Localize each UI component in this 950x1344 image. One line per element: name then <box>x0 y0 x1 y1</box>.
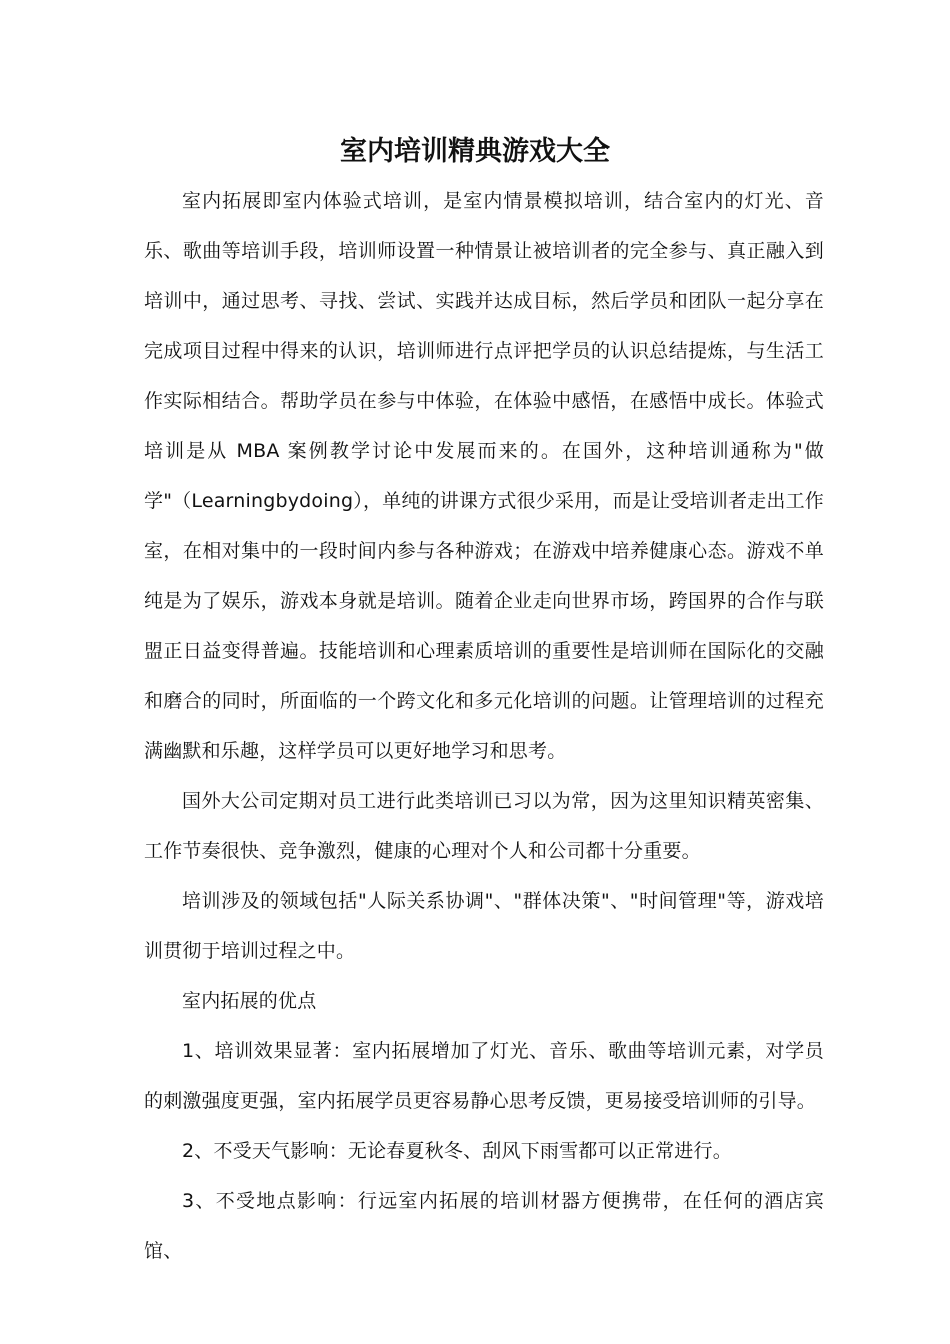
advantage-item-1: 1、培训效果显著：室内拓展增加了灯光、音乐、歌曲等培训元素，对学员的刺激强度更强，室内拓展学员更容易静心思考反馈，更易接受培训师的引导。 <box>144 1040 824 1112</box>
section-heading-advantages: 室内拓展的优点 <box>182 990 317 1012</box>
advantage-item-3: 3、不受地点影响：行远室内拓展的培训材器方便携带，在任何的酒店宾馆、 <box>144 1190 824 1262</box>
paragraph-intro: 室内拓展即室内体验式培训，是室内情景模拟培训，结合室内的灯光、音乐、歌曲等培训手段，培训师设置一种情景让被培训者的完全参与、真正融入到培训中，通过思考、寻找、尝试、实践并达成目标，然后学员和团队一起分享在完成项目过程中得来的认识，培训师进行点评把学员的认识总结提炼，与生活工作实际相结合。帮助学员在参与中体验，在体验中感悟，在感悟中成长。体验式培训是从 MBA 案例教学讨论中发展而来的。在国外，这种培训通称为"做学"（Learningbydoing），单纯的讲课方式很少采用，而是让受培训者走出工作室，在相对集中的一段时间内参与各种游戏；在游戏中培养健康心态。游戏不单纯是为了娱乐，游戏本身就是培训。随着企业走向世界市场，跨国界的合作与联盟正日益变得普遍。技能培训和心理素质培训的重要性是培训师在国际化的交融和磨合的同时，所面临的一个跨文化和多元化培训的问题。让管理培训的过程充满幽默和乐趣，这样学员可以更好地学习和思考。 <box>144 190 824 762</box>
paragraph-training-fields: 培训涉及的领域包括"人际关系协调"、"群体决策"、"时间管理"等，游戏培训贯彻于培训过程之中。 <box>144 890 824 962</box>
paragraph-foreign-companies: 国外大公司定期对员工进行此类培训已习以为常，因为这里知识精英密集、工作节奏很快、竞争激烈，健康的心理对个人和公司都十分重要。 <box>144 790 824 862</box>
document-body <box>144 176 824 1276</box>
advantage-item-2: 2、不受天气影响：无论春夏秋冬、刮风下雨雪都可以正常进行。 <box>182 1140 732 1162</box>
document-title: 室内培训精典游戏大全 <box>340 136 610 167</box>
